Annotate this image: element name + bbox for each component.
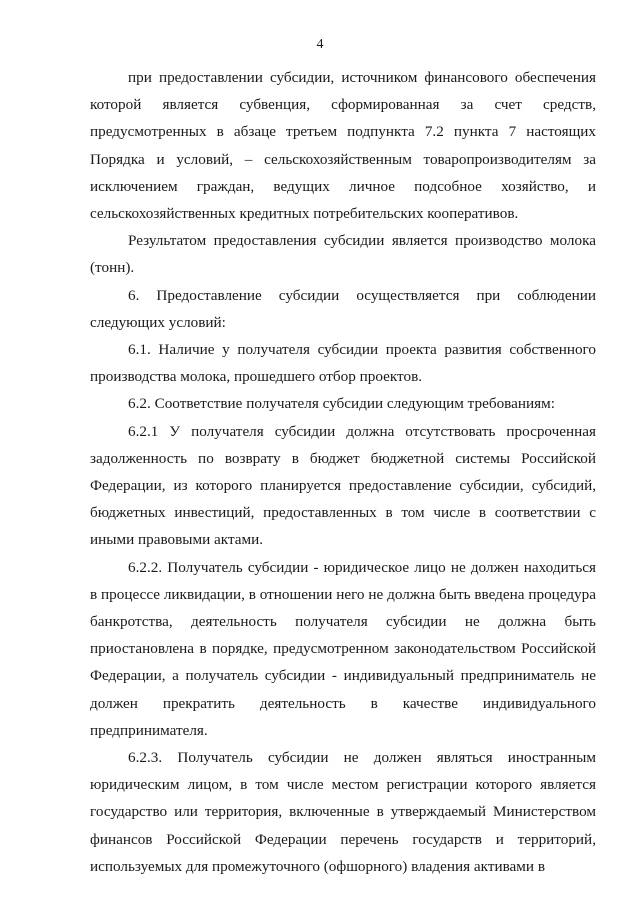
paragraph-6-2-3: 6.2.3. Получатель субсидии не должен являться иностранным юридическим лицом, в том числе местом регистрации которого является государство или территория, включенные в утверждаемый Министерством финансов Российской Федерации перечень государств и территорий, используемых для промежуточного (офшорного) владения активами в [90, 749, 596, 875]
paragraph-6-1: 6.1. Наличие у получателя субсидии проекта развития собственного производства молока, прошедшего отбор проектов. [90, 341, 596, 386]
paragraph-subsidy-result: Результатом предоставления субсидии является производство молока (тонн). [90, 232, 596, 277]
paragraph-6-2-1: 6.2.1 У получателя субсидии должна отсутствовать просроченная задолженность по возврату в бюджет бюджетной системы Российской Федерации, из которого планируется предоставление субсидии, субсидий, бюджетных инвестиций, предоставленных в том числе в соответствии с иными правовыми актами. [90, 422, 596, 549]
paragraph-6-2: 6.2. Соответствие получателя субсидии следующим требованиям: [128, 395, 555, 413]
document-body [90, 64, 596, 880]
page-number: 4 [316, 37, 324, 52]
paragraph-continuation: при предоставлении субсидии, источником финансового обеспечения которой является субвенция, сформированная за счет средств, предусмотренных в абзаце третьем подпункта 7.2 пункта 7 настоящих Порядка и условий, – сельскохозяйственным товаропроизводителям за исключением граждан, ведущих личное подсобное хозяйство, и сельскохозяйственных кредитных потребительских кооперативов. [90, 69, 596, 223]
paragraph-6-2-2: 6.2.2. Получатель субсидии - юридическое лицо не должен находиться в процессе ликвидации, в отношении него не должна быть введена процедура банкротства, деятельность получателя субсидии не должна быть приостановлена в порядке, предусмотренном законодательством Российской Федерации, а получатель субсидии - индивидуальный предприниматель не должен прекратить деятельность в качестве индивидуального предпринимателя. [90, 558, 596, 739]
paragraph-6: 6. Предоставление субсидии осуществляется при соблюдении следующих условий: [90, 286, 596, 331]
